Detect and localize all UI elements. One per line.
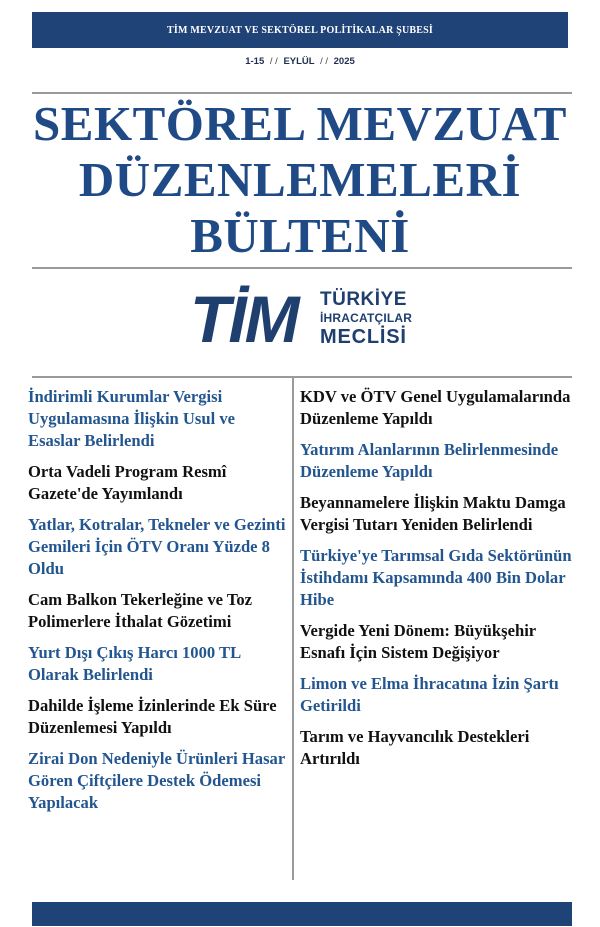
footer-band: [32, 902, 572, 926]
headline-link[interactable]: Zirai Don Nedeniyle Ürünleri Hasar Gören Çiftçilere Destek Ödemesi Yapılacak: [28, 749, 285, 812]
title-top-rule: [32, 92, 572, 94]
headline-link[interactable]: Yurt Dışı Çıkış Harcı 1000 TL Olarak Belirlendi: [28, 643, 241, 684]
issue-line: [0, 56, 600, 67]
headlines-left-column: [28, 386, 290, 823]
logo-line: İHRACATÇILAR: [320, 311, 413, 325]
logo-wordmark: [320, 290, 412, 348]
headline-link[interactable]: Limon ve Elma İhracatına İzin Şartı Getirildi: [300, 674, 559, 715]
headline-link[interactable]: KDV ve ÖTV Genel Uygulamalarında Düzenleme Yapıldı: [300, 387, 571, 428]
issue-range: 1-15: [245, 56, 265, 67]
headlines-right-column: [300, 386, 576, 779]
column-divider: [292, 378, 294, 880]
headline-link[interactable]: Orta Vadeli Program Resmî Gazete'de Yayımlandı: [28, 462, 227, 503]
logo-mark: TİM: [190, 282, 298, 356]
header-band: [32, 12, 568, 48]
headline-link[interactable]: Tarım ve Hayvancılık Destekleri Artırıldı: [300, 727, 530, 768]
bulletin-title: [20, 96, 580, 264]
issue-year: 2025: [333, 56, 355, 67]
department-name: TİM MEVZUAT VE SEKTÖREL POLİTİKALAR ŞUBESİ: [167, 24, 433, 36]
headline-link[interactable]: Türkiye'ye Tarımsal Gıda Sektörünün İstihdamı Kapsamında 400 Bin Dolar Hibe: [300, 546, 572, 609]
content-top-rule: [32, 376, 572, 378]
headline-link[interactable]: İndirimli Kurumlar Vergisi Uygulamasına İlişkin Usul ve Esaslar Belirlendi: [28, 387, 236, 450]
headline-link[interactable]: Dahilde İşleme İzinlerinde Ek Süre Düzenlemesi Yapıldı: [28, 696, 277, 737]
logo-line: TÜRKİYE: [320, 289, 407, 310]
title-line: DÜZENLEMELERİ: [78, 152, 522, 207]
issue-month: EYLÜL: [283, 56, 315, 67]
headline-link[interactable]: Yatlar, Kotralar, Tekneler ve Gezinti Gemileri İçin ÖTV Oranı Yüzde 8 Oldu: [28, 515, 286, 578]
title-bottom-rule: [32, 267, 572, 269]
title-line: SEKTÖREL MEVZUAT: [33, 96, 567, 151]
headline-link[interactable]: Beyannamelere İlişkin Maktu Damga Vergisi Tutarı Yeniden Belirlendi: [300, 493, 566, 534]
logo-line: MECLİSİ: [320, 326, 407, 348]
headline-link[interactable]: Yatırım Alanlarının Belirlenmesinde Düzenleme Yapıldı: [300, 440, 559, 481]
headline-link[interactable]: Cam Balkon Tekerleğine ve Toz Polimerlere İthalat Gözetimi: [28, 590, 253, 631]
title-line: BÜLTENİ: [190, 208, 410, 263]
issue-separator: / /: [320, 56, 328, 67]
issue-separator: / /: [269, 56, 278, 67]
headline-link[interactable]: Vergide Yeni Dönem: Büyükşehir Esnafı İçin Sistem Değişiyor: [300, 621, 536, 662]
